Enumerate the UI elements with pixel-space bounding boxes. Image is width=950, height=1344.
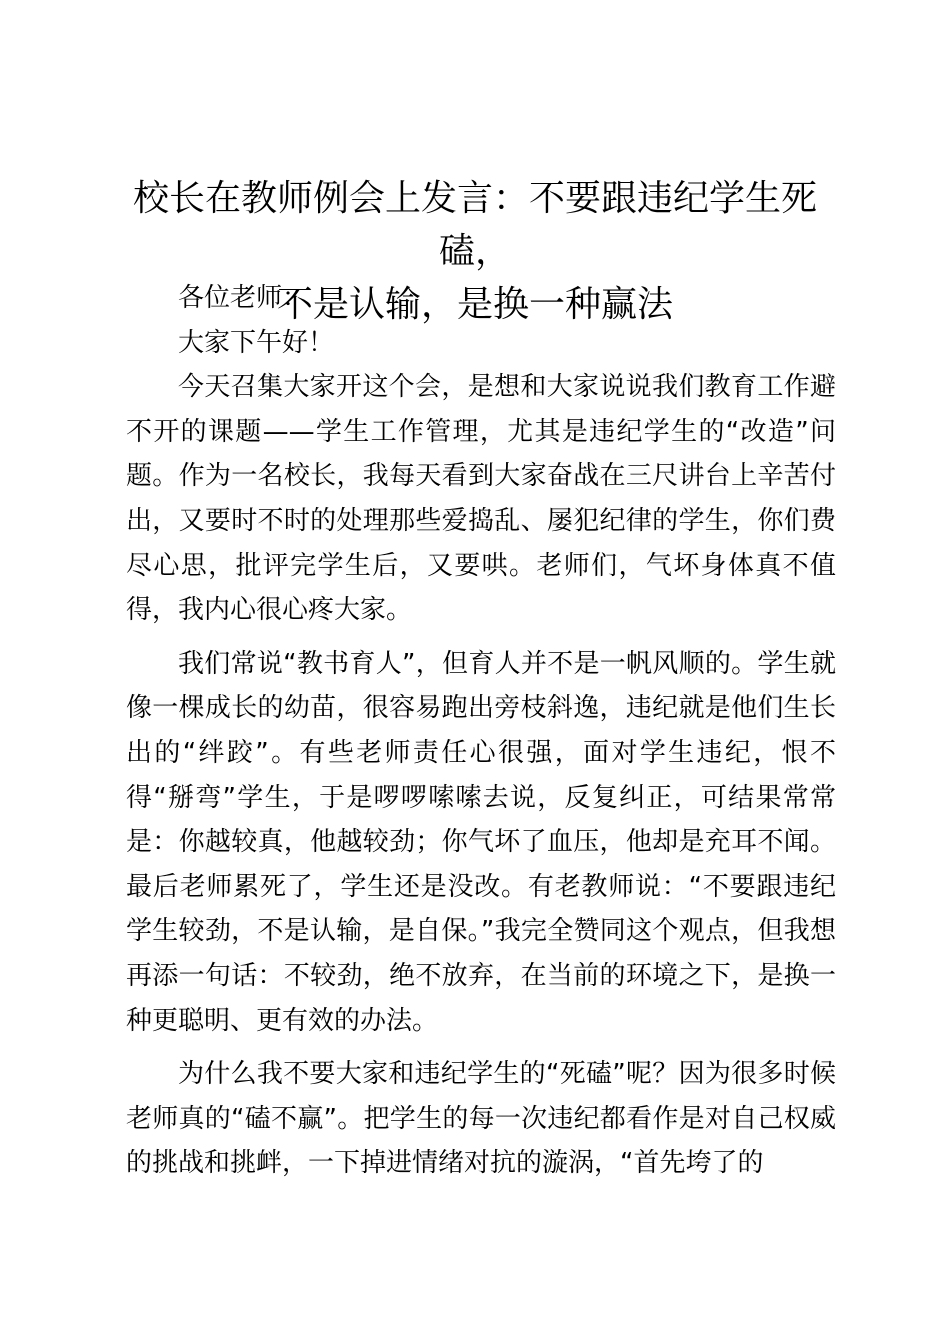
title-line-1: 校长在教师例会上发言：不要跟违纪学生死磕， [132,178,817,272]
paragraph-1: 今天召集大家开这个会，是想和大家说说我们教育工作避不开的课题——学生工作管理，尤其是违纪学生的“改造”问题。作为一名校长，我每天看到大家奋战在三尺讲台上辛苦付出，又要时不时的处理那些爱捣乱、屡犯纪律的学生，你们费尽心思，批评完学生后，又要哄。老师们，气坏身体真不值得，我内心很心疼大家。 [126,372,836,626]
salutation: 各位老师： [178,283,309,313]
title-line-2: 不是认输，是换一种赢法 [276,284,673,325]
paragraph-3: 为什么我不要大家和违纪学生的“死磕”呢？因为很多时候老师真的“磕不赢”。把学生的每一次违纪都看作是对自己权威的挑战和挑衅，一下掉进情绪对抗的漩涡，“首先垮了的 [126,1059,836,1179]
document-body [126,276,836,1186]
greeting: 大家下午好！ [178,327,335,358]
paragraph-2: 我们常说“教书育人”，但育人并不是一帆风顺的。学生就像一棵成长的幼苗，很容易跑出旁枝斜逸，违纪就是他们生长出的“绊跤”。有些老师责任心很强，面对学生违纪，恨不得“掰弯”学生，于是啰啰嗦嗦去说，反复纠正，可结果常常是：你越较真，他越较劲；你气坏了血压，他却是充耳不闻。最后老师累死了，学生还是没改。有老教师说：“不要跟违纪学生较劲，不是认输，是自保。”我完全赞同这个观点，但我想再添一句话：不较劲，绝不放弃，在当前的环境之下，是换一种更聪明、更有效的办法。 [126,648,836,1036]
